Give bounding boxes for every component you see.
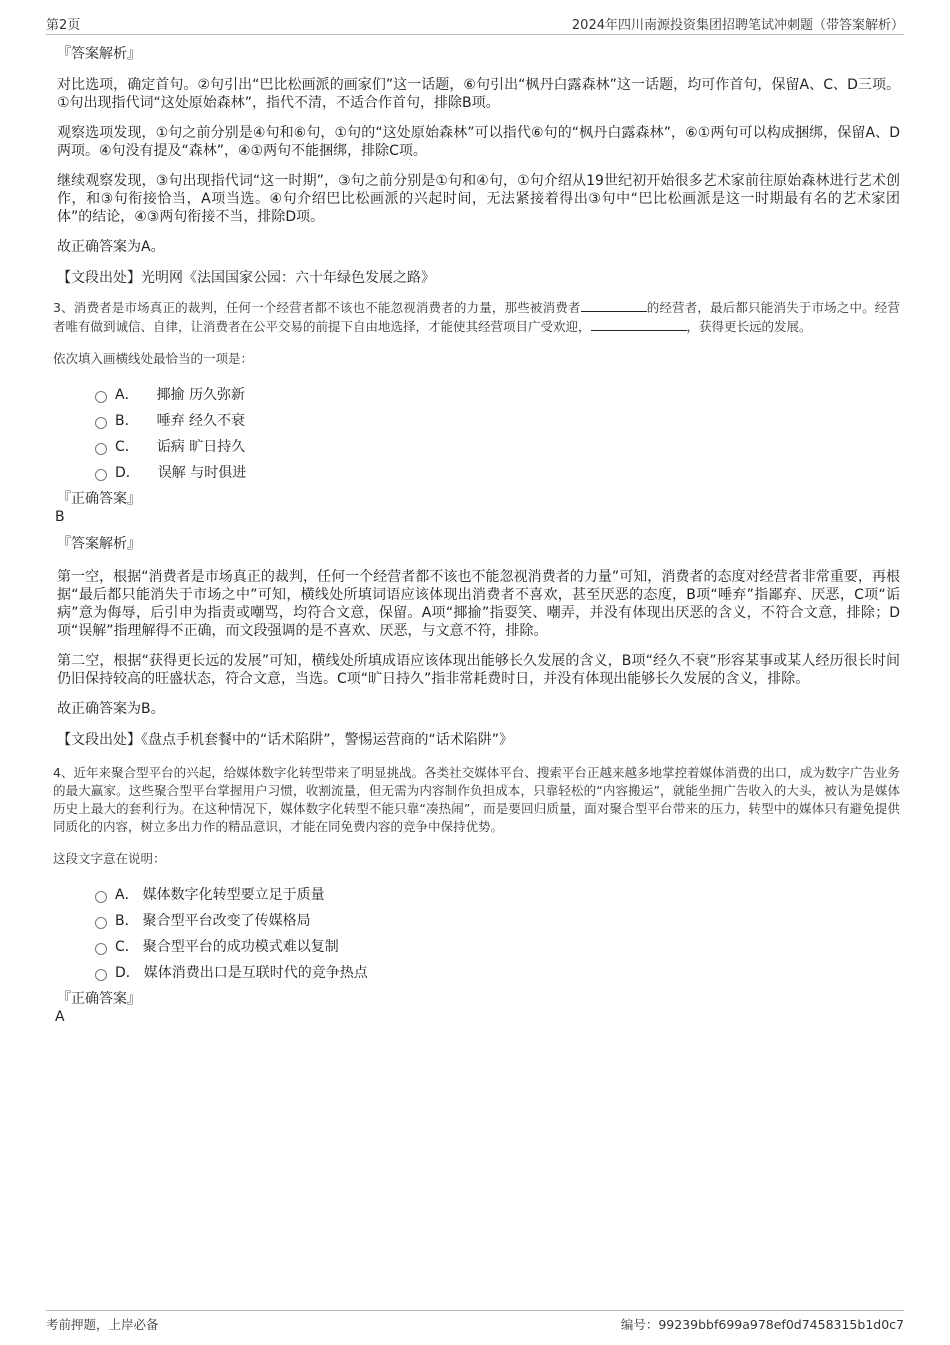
- option-a[interactable]: A． 媒体数字化转型要立足于质量: [95, 882, 900, 908]
- analysis-label: 『答案解析』: [57, 536, 141, 552]
- analysis-paragraph: 观察选项发现，①句之前分别是④句和⑥句，①句的“这处原始森林”可以指代⑥句的“枫丹白露森林”，⑥①两句可以构成捆绑，保留A、D两项。④句没有提及“森林”，④①两句不能捆绑，排除C项。: [57, 125, 900, 159]
- source-citation: 【文段出处】光明网《法国国家公园：六十年绿色发展之路》: [57, 270, 435, 286]
- analysis-conclusion: 故正确答案为B。: [57, 701, 165, 717]
- option-b[interactable]: B． 唾弃 经久不衰: [95, 408, 900, 434]
- footer-slogan: 考前押题，上岸必备: [46, 1317, 159, 1332]
- radio-icon[interactable]: [95, 469, 107, 481]
- radio-icon[interactable]: [95, 969, 107, 981]
- page-number: 第2页: [46, 18, 81, 33]
- option-c[interactable]: C． 诟病 旷日持久: [95, 434, 900, 460]
- question-text: 4、近年来聚合型平台的兴起，给媒体数字化转型带来了明显挑战。各类社交媒体平台、搜索平台正越来越多地掌控着媒体消费的出口，成为数字广告业务的最大赢家。这些聚合型平台掌握用户习惯，收割流量，但无需为内容制作负担成本，只靠轻松的“内容搬运”，就能坐拥广告收入的大头，被认为是媒体历史上最大的套利行为。在这种情况下，媒体数字化转型不能只靠“凑热闹”，而是要回归质量，面对聚合型平台带来的压力，转型中的媒体只有避免提供同质化的内容，树立多出力作的精品意识，才能在同免费内容的竞争中保持优势。: [53, 765, 900, 834]
- radio-icon[interactable]: [95, 943, 107, 955]
- analysis-paragraph: 第二空，根据“获得更长远的发展”可知，横线处所填成语应该体现出能够长久发展的含义，B项“经久不衰”形容某事或某人经历很长时间仍旧保持较高的旺盛状态，符合文意，当选。C项“旷日持久”指非常耗费时日，并没有体现出能够长久发展的含义，排除。: [57, 653, 900, 687]
- option-list: [95, 382, 900, 486]
- page-footer: [46, 1310, 904, 1335]
- document-title: 2024年四川南源投资集团招聘笔试冲刺题（带答案解析）: [571, 18, 904, 33]
- option-b[interactable]: B． 聚合型平台改变了传媒格局: [95, 908, 900, 934]
- question-prompt: 依次填入画横线处最恰当的一项是：: [53, 351, 254, 366]
- fill-blank-2: [591, 317, 687, 331]
- radio-icon[interactable]: [95, 417, 107, 429]
- correct-answer-label: 『正确答案』: [57, 491, 141, 507]
- correct-answer: B: [55, 509, 65, 525]
- option-a[interactable]: A． 揶揄 历久弥新: [95, 382, 900, 408]
- page-header: [46, 14, 904, 35]
- analysis-paragraph: 第一空，根据“消费者是市场真正的裁判，任何一个经营者都不该也不能忽视消费者的力量”可知，消费者的态度对经营者非常重要，再根据“最后都只能消失于市场之中”可知，横线处所填词语应该体现出消费者不喜欢，甚至厌恶的态度，B项“唾弃”指鄙弃、厌恶，C项“诟病”意为侮辱，后引申为指责或嘲骂，均符合文意，保留。A项“揶揄”指耍笑、嘲弄，并没有体现出厌恶的含义，不符合文意，排除；D项“误解”指理解得不正确，而文段强调的是不喜欢、厌恶，与文意不符，排除。: [57, 569, 900, 639]
- option-c[interactable]: C． 聚合型平台的成功模式难以复制: [95, 934, 900, 960]
- analysis-label: 『答案解析』: [57, 46, 141, 62]
- question-4: [53, 764, 900, 1026]
- fill-blank-1: [581, 298, 647, 312]
- radio-icon[interactable]: [95, 391, 107, 403]
- analysis-conclusion: 故正确答案为A。: [57, 239, 165, 255]
- question-text: 3、消费者是市场真正的裁判，任何一个经营者都不该也不能忽视消费者的力量，那些被消费者 的经营者，最后都只能消失于市场之中。经营者唯有做到诚信、自律，让消费者在公平交易的前提下自由地选择，才能使其经营项目广受欢迎， ，获得更长远的发展。: [53, 300, 900, 334]
- correct-answer: A: [55, 1009, 65, 1025]
- option-list: [95, 882, 900, 986]
- radio-icon[interactable]: [95, 917, 107, 929]
- page-content: [53, 44, 900, 1034]
- question-3: [53, 298, 900, 750]
- source-citation: 【文段出处】《盘点手机套餐中的“话术陷阱”，警惕运营商的“话术陷阱”》: [57, 732, 514, 748]
- radio-icon[interactable]: [95, 443, 107, 455]
- document-code: 编号：99239bbf699a978ef0d7458315b1d0c7: [620, 1317, 904, 1332]
- option-d[interactable]: D． 媒体消费出口是互联时代的竞争热点: [95, 960, 900, 986]
- option-d[interactable]: D． 误解 与时俱进: [95, 460, 900, 486]
- question-prompt: 这段文字意在说明：: [53, 851, 166, 866]
- correct-answer-label: 『正确答案』: [57, 991, 141, 1007]
- q2-analysis: [57, 44, 900, 288]
- analysis-paragraph: 继续观察发现，③句出现指代词“这一时期”，③句之前分别是①句和④句，①句介绍从19世纪初开始很多艺术家前往原始森林进行艺术创作，和③句衔接恰当，A项当选。④句介绍巴比松画派的兴起时间，无法紧接着得出③句中“巴比松画派是这一时期最有名的艺术家团体”的结论，④③两句衔接不当，排除D项。: [57, 173, 900, 225]
- analysis-paragraph: 对比选项，确定首句。②句引出“巴比松画派的画家们”这一话题，⑥句引出“枫丹白露森林”这一话题，均可作首句，保留A、C、D三项。①句出现指代词“这处原始森林”，指代不清，不适合作首句，排除B项。: [57, 77, 900, 111]
- radio-icon[interactable]: [95, 891, 107, 903]
